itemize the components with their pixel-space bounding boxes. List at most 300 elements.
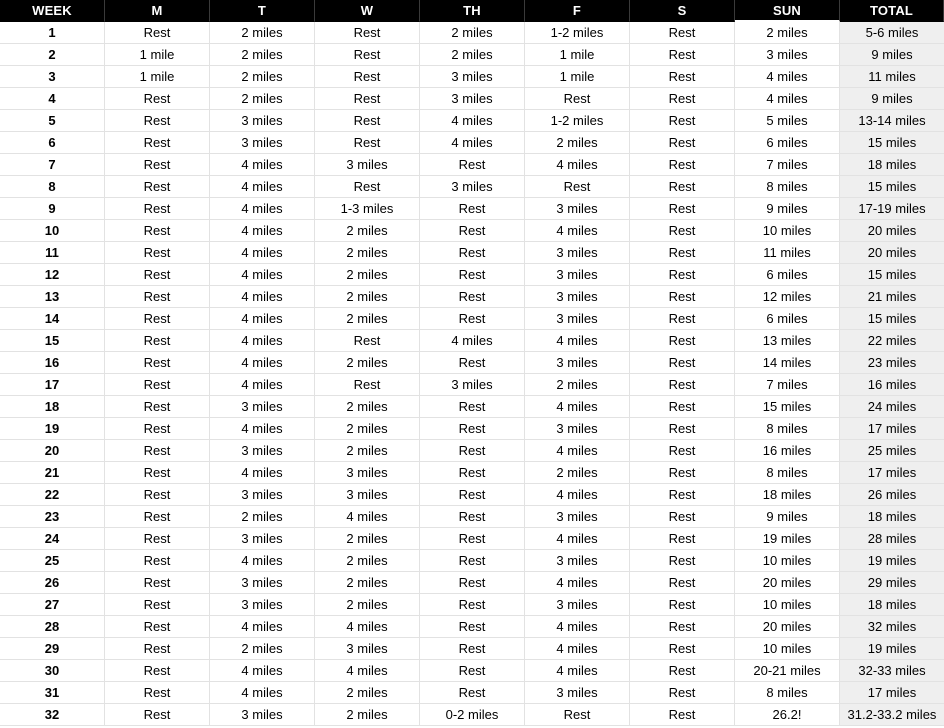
- cell-wednesday[interactable]: Rest: [315, 176, 420, 198]
- cell-tuesday[interactable]: 3 miles: [210, 594, 315, 616]
- cell-sunday[interactable]: 12 miles: [735, 286, 840, 308]
- cell-week[interactable]: 20: [0, 440, 105, 462]
- cell-week[interactable]: 10: [0, 220, 105, 242]
- cell-tuesday[interactable]: 4 miles: [210, 682, 315, 704]
- cell-monday[interactable]: Rest: [105, 550, 210, 572]
- cell-sunday[interactable]: 4 miles: [735, 88, 840, 110]
- header-monday[interactable]: M: [105, 0, 210, 22]
- cell-wednesday[interactable]: 3 miles: [315, 462, 420, 484]
- cell-friday[interactable]: 4 miles: [525, 154, 630, 176]
- cell-saturday[interactable]: Rest: [630, 110, 735, 132]
- cell-week[interactable]: 13: [0, 286, 105, 308]
- cell-wednesday[interactable]: 3 miles: [315, 154, 420, 176]
- cell-thursday[interactable]: Rest: [420, 550, 525, 572]
- cell-monday[interactable]: Rest: [105, 352, 210, 374]
- cell-tuesday[interactable]: 2 miles: [210, 506, 315, 528]
- cell-week[interactable]: 19: [0, 418, 105, 440]
- cell-total[interactable]: 16 miles: [840, 374, 944, 396]
- cell-monday[interactable]: Rest: [105, 440, 210, 462]
- cell-week[interactable]: 4: [0, 88, 105, 110]
- cell-week[interactable]: 31: [0, 682, 105, 704]
- cell-week[interactable]: 27: [0, 594, 105, 616]
- cell-tuesday[interactable]: 2 miles: [210, 22, 315, 44]
- cell-thursday[interactable]: 2 miles: [420, 44, 525, 66]
- cell-thursday[interactable]: Rest: [420, 418, 525, 440]
- cell-wednesday[interactable]: 2 miles: [315, 286, 420, 308]
- cell-week[interactable]: 17: [0, 374, 105, 396]
- cell-friday[interactable]: 1-2 miles: [525, 110, 630, 132]
- cell-wednesday[interactable]: 2 miles: [315, 440, 420, 462]
- cell-monday[interactable]: Rest: [105, 528, 210, 550]
- cell-monday[interactable]: 1 mile: [105, 66, 210, 88]
- cell-friday[interactable]: 3 miles: [525, 286, 630, 308]
- cell-sunday[interactable]: 6 miles: [735, 132, 840, 154]
- cell-monday[interactable]: Rest: [105, 308, 210, 330]
- cell-sunday[interactable]: 19 miles: [735, 528, 840, 550]
- cell-tuesday[interactable]: 4 miles: [210, 352, 315, 374]
- cell-monday[interactable]: Rest: [105, 286, 210, 308]
- cell-thursday[interactable]: Rest: [420, 308, 525, 330]
- cell-thursday[interactable]: 3 miles: [420, 176, 525, 198]
- cell-saturday[interactable]: Rest: [630, 154, 735, 176]
- cell-monday[interactable]: Rest: [105, 22, 210, 44]
- cell-monday[interactable]: Rest: [105, 682, 210, 704]
- table-row: [0, 506, 944, 528]
- cell-saturday[interactable]: Rest: [630, 286, 735, 308]
- cell-friday[interactable]: 4 miles: [525, 616, 630, 638]
- cell-saturday[interactable]: Rest: [630, 594, 735, 616]
- cell-week[interactable]: 2: [0, 44, 105, 66]
- cell-tuesday[interactable]: 4 miles: [210, 176, 315, 198]
- cell-friday[interactable]: 3 miles: [525, 594, 630, 616]
- cell-tuesday[interactable]: 4 miles: [210, 154, 315, 176]
- cell-sunday[interactable]: 4 miles: [735, 66, 840, 88]
- cell-tuesday[interactable]: 4 miles: [210, 616, 315, 638]
- cell-total[interactable]: 29 miles: [840, 572, 944, 594]
- cell-thursday[interactable]: Rest: [420, 594, 525, 616]
- cell-wednesday[interactable]: 2 miles: [315, 264, 420, 286]
- cell-sunday[interactable]: 8 miles: [735, 418, 840, 440]
- cell-saturday[interactable]: Rest: [630, 660, 735, 682]
- cell-monday[interactable]: Rest: [105, 660, 210, 682]
- cell-total[interactable]: 26 miles: [840, 484, 944, 506]
- cell-monday[interactable]: Rest: [105, 572, 210, 594]
- cell-wednesday[interactable]: Rest: [315, 44, 420, 66]
- cell-tuesday[interactable]: 4 miles: [210, 660, 315, 682]
- cell-total[interactable]: 15 miles: [840, 264, 944, 286]
- cell-wednesday[interactable]: 2 miles: [315, 396, 420, 418]
- cell-total[interactable]: 28 miles: [840, 528, 944, 550]
- cell-friday[interactable]: 3 miles: [525, 264, 630, 286]
- cell-saturday[interactable]: Rest: [630, 506, 735, 528]
- cell-total[interactable]: 32-33 miles: [840, 660, 944, 682]
- cell-saturday[interactable]: Rest: [630, 132, 735, 154]
- cell-week[interactable]: 8: [0, 176, 105, 198]
- cell-friday[interactable]: 3 miles: [525, 418, 630, 440]
- cell-thursday[interactable]: Rest: [420, 396, 525, 418]
- cell-sunday[interactable]: 8 miles: [735, 176, 840, 198]
- cell-monday[interactable]: Rest: [105, 198, 210, 220]
- cell-wednesday[interactable]: 1-3 miles: [315, 198, 420, 220]
- cell-total[interactable]: 18 miles: [840, 594, 944, 616]
- cell-week[interactable]: 26: [0, 572, 105, 594]
- cell-thursday[interactable]: 2 miles: [420, 22, 525, 44]
- cell-thursday[interactable]: 4 miles: [420, 330, 525, 352]
- cell-wednesday[interactable]: Rest: [315, 374, 420, 396]
- cell-friday[interactable]: 3 miles: [525, 506, 630, 528]
- cell-saturday[interactable]: Rest: [630, 396, 735, 418]
- cell-monday[interactable]: Rest: [105, 110, 210, 132]
- cell-saturday[interactable]: Rest: [630, 484, 735, 506]
- cell-wednesday[interactable]: 2 miles: [315, 682, 420, 704]
- cell-week[interactable]: 15: [0, 330, 105, 352]
- header-saturday[interactable]: S: [630, 0, 735, 22]
- cell-friday[interactable]: 3 miles: [525, 308, 630, 330]
- cell-saturday[interactable]: Rest: [630, 242, 735, 264]
- cell-thursday[interactable]: Rest: [420, 220, 525, 242]
- cell-thursday[interactable]: 0-2 miles: [420, 704, 525, 726]
- cell-thursday[interactable]: 3 miles: [420, 374, 525, 396]
- cell-thursday[interactable]: Rest: [420, 242, 525, 264]
- cell-sunday[interactable]: 13 miles: [735, 330, 840, 352]
- cell-total[interactable]: 5-6 miles: [840, 22, 944, 44]
- cell-friday[interactable]: 4 miles: [525, 440, 630, 462]
- cell-sunday[interactable]: 20-21 miles: [735, 660, 840, 682]
- cell-week[interactable]: 30: [0, 660, 105, 682]
- cell-week[interactable]: 3: [0, 66, 105, 88]
- cell-monday[interactable]: Rest: [105, 264, 210, 286]
- cell-monday[interactable]: 1 mile: [105, 44, 210, 66]
- cell-total[interactable]: 9 miles: [840, 88, 944, 110]
- header-total[interactable]: TOTAL: [840, 0, 944, 22]
- cell-total[interactable]: 18 miles: [840, 506, 944, 528]
- cell-week[interactable]: 1: [0, 22, 105, 44]
- cell-saturday[interactable]: Rest: [630, 418, 735, 440]
- header-week[interactable]: WEEK: [0, 0, 105, 22]
- cell-thursday[interactable]: Rest: [420, 528, 525, 550]
- cell-friday[interactable]: 4 miles: [525, 396, 630, 418]
- cell-thursday[interactable]: Rest: [420, 616, 525, 638]
- cell-week[interactable]: 7: [0, 154, 105, 176]
- cell-tuesday[interactable]: 3 miles: [210, 704, 315, 726]
- cell-sunday[interactable]: 8 miles: [735, 682, 840, 704]
- cell-thursday[interactable]: 4 miles: [420, 132, 525, 154]
- cell-wednesday[interactable]: 4 miles: [315, 660, 420, 682]
- cell-monday[interactable]: Rest: [105, 704, 210, 726]
- cell-total[interactable]: 18 miles: [840, 154, 944, 176]
- cell-total[interactable]: 19 miles: [840, 638, 944, 660]
- cell-thursday[interactable]: 3 miles: [420, 88, 525, 110]
- cell-sunday[interactable]: 5 miles: [735, 110, 840, 132]
- cell-friday[interactable]: 3 miles: [525, 242, 630, 264]
- table-row: [0, 110, 944, 132]
- cell-saturday[interactable]: Rest: [630, 528, 735, 550]
- cell-tuesday[interactable]: 2 miles: [210, 44, 315, 66]
- cell-thursday[interactable]: Rest: [420, 286, 525, 308]
- cell-thursday[interactable]: 3 miles: [420, 66, 525, 88]
- cell-tuesday[interactable]: 4 miles: [210, 220, 315, 242]
- cell-week[interactable]: 11: [0, 242, 105, 264]
- cell-tuesday[interactable]: 4 miles: [210, 550, 315, 572]
- cell-monday[interactable]: Rest: [105, 616, 210, 638]
- cell-sunday[interactable]: 16 miles: [735, 440, 840, 462]
- cell-sunday[interactable]: 10 miles: [735, 638, 840, 660]
- cell-week[interactable]: 24: [0, 528, 105, 550]
- cell-total[interactable]: 17 miles: [840, 418, 944, 440]
- cell-wednesday[interactable]: 2 miles: [315, 220, 420, 242]
- cell-saturday[interactable]: Rest: [630, 330, 735, 352]
- cell-monday[interactable]: Rest: [105, 132, 210, 154]
- cell-saturday[interactable]: Rest: [630, 308, 735, 330]
- cell-friday[interactable]: 2 miles: [525, 374, 630, 396]
- cell-saturday[interactable]: Rest: [630, 264, 735, 286]
- cell-friday[interactable]: Rest: [525, 88, 630, 110]
- cell-total[interactable]: 13-14 miles: [840, 110, 944, 132]
- cell-saturday[interactable]: Rest: [630, 220, 735, 242]
- cell-sunday[interactable]: 10 miles: [735, 550, 840, 572]
- cell-thursday[interactable]: Rest: [420, 352, 525, 374]
- cell-week[interactable]: 18: [0, 396, 105, 418]
- cell-friday[interactable]: 2 miles: [525, 462, 630, 484]
- cell-monday[interactable]: Rest: [105, 506, 210, 528]
- cell-friday[interactable]: 4 miles: [525, 528, 630, 550]
- cell-sunday[interactable]: 10 miles: [735, 594, 840, 616]
- cell-friday[interactable]: Rest: [525, 176, 630, 198]
- cell-friday[interactable]: 3 miles: [525, 352, 630, 374]
- cell-saturday[interactable]: Rest: [630, 704, 735, 726]
- cell-friday[interactable]: 4 miles: [525, 330, 630, 352]
- cell-sunday[interactable]: 15 miles: [735, 396, 840, 418]
- cell-total[interactable]: 19 miles: [840, 550, 944, 572]
- cell-wednesday[interactable]: Rest: [315, 110, 420, 132]
- cell-saturday[interactable]: Rest: [630, 682, 735, 704]
- cell-thursday[interactable]: Rest: [420, 484, 525, 506]
- cell-wednesday[interactable]: 2 miles: [315, 418, 420, 440]
- cell-total[interactable]: 23 miles: [840, 352, 944, 374]
- cell-friday[interactable]: Rest: [525, 704, 630, 726]
- cell-monday[interactable]: Rest: [105, 374, 210, 396]
- table-row: [0, 418, 944, 440]
- cell-saturday[interactable]: Rest: [630, 22, 735, 44]
- cell-friday[interactable]: 1-2 miles: [525, 22, 630, 44]
- cell-wednesday[interactable]: 2 miles: [315, 308, 420, 330]
- cell-saturday[interactable]: Rest: [630, 638, 735, 660]
- cell-friday[interactable]: 2 miles: [525, 132, 630, 154]
- cell-tuesday[interactable]: 4 miles: [210, 264, 315, 286]
- cell-thursday[interactable]: Rest: [420, 572, 525, 594]
- cell-sunday[interactable]: 8 miles: [735, 462, 840, 484]
- cell-sunday[interactable]: 6 miles: [735, 264, 840, 286]
- cell-sunday[interactable]: 20 miles: [735, 616, 840, 638]
- cell-week[interactable]: 28: [0, 616, 105, 638]
- cell-sunday[interactable]: 20 miles: [735, 572, 840, 594]
- cell-total[interactable]: 15 miles: [840, 176, 944, 198]
- cell-tuesday[interactable]: 3 miles: [210, 132, 315, 154]
- cell-saturday[interactable]: Rest: [630, 616, 735, 638]
- cell-friday[interactable]: 3 miles: [525, 198, 630, 220]
- cell-tuesday[interactable]: 4 miles: [210, 374, 315, 396]
- cell-total[interactable]: 22 miles: [840, 330, 944, 352]
- cell-saturday[interactable]: Rest: [630, 44, 735, 66]
- header-friday[interactable]: F: [525, 0, 630, 22]
- cell-wednesday[interactable]: 2 miles: [315, 572, 420, 594]
- cell-thursday[interactable]: Rest: [420, 506, 525, 528]
- cell-friday[interactable]: 3 miles: [525, 550, 630, 572]
- cell-week[interactable]: 16: [0, 352, 105, 374]
- cell-sunday[interactable]: 7 miles: [735, 374, 840, 396]
- cell-sunday[interactable]: 7 miles: [735, 154, 840, 176]
- cell-total[interactable]: 17-19 miles: [840, 198, 944, 220]
- cell-total[interactable]: 9 miles: [840, 44, 944, 66]
- cell-saturday[interactable]: Rest: [630, 374, 735, 396]
- cell-total[interactable]: 21 miles: [840, 286, 944, 308]
- cell-tuesday[interactable]: 3 miles: [210, 572, 315, 594]
- cell-wednesday[interactable]: 2 miles: [315, 352, 420, 374]
- cell-monday[interactable]: Rest: [105, 638, 210, 660]
- cell-thursday[interactable]: Rest: [420, 264, 525, 286]
- cell-tuesday[interactable]: 3 miles: [210, 110, 315, 132]
- cell-total[interactable]: 31.2-33.2 miles: [840, 704, 944, 726]
- cell-sunday[interactable]: 9 miles: [735, 506, 840, 528]
- cell-wednesday[interactable]: 2 miles: [315, 242, 420, 264]
- cell-week[interactable]: 22: [0, 484, 105, 506]
- cell-total[interactable]: 20 miles: [840, 242, 944, 264]
- cell-saturday[interactable]: Rest: [630, 462, 735, 484]
- cell-total[interactable]: 32 miles: [840, 616, 944, 638]
- cell-friday[interactable]: 1 mile: [525, 66, 630, 88]
- cell-monday[interactable]: Rest: [105, 242, 210, 264]
- cell-monday[interactable]: Rest: [105, 154, 210, 176]
- cell-sunday[interactable]: 2 miles: [735, 22, 840, 44]
- cell-wednesday[interactable]: 4 miles: [315, 616, 420, 638]
- header-sunday[interactable]: SUN: [735, 0, 840, 22]
- cell-thursday[interactable]: Rest: [420, 462, 525, 484]
- cell-friday[interactable]: 4 miles: [525, 220, 630, 242]
- cell-monday[interactable]: Rest: [105, 176, 210, 198]
- cell-tuesday[interactable]: 4 miles: [210, 308, 315, 330]
- cell-tuesday[interactable]: 4 miles: [210, 286, 315, 308]
- cell-saturday[interactable]: Rest: [630, 440, 735, 462]
- cell-sunday[interactable]: 3 miles: [735, 44, 840, 66]
- cell-friday[interactable]: 4 miles: [525, 638, 630, 660]
- cell-saturday[interactable]: Rest: [630, 352, 735, 374]
- header-tuesday[interactable]: T: [210, 0, 315, 22]
- cell-total[interactable]: 17 miles: [840, 682, 944, 704]
- cell-saturday[interactable]: Rest: [630, 550, 735, 572]
- cell-friday[interactable]: 3 miles: [525, 682, 630, 704]
- cell-total[interactable]: 11 miles: [840, 66, 944, 88]
- cell-total[interactable]: 15 miles: [840, 132, 944, 154]
- cell-friday[interactable]: 4 miles: [525, 572, 630, 594]
- cell-tuesday[interactable]: 4 miles: [210, 418, 315, 440]
- cell-week[interactable]: 23: [0, 506, 105, 528]
- cell-tuesday[interactable]: 3 miles: [210, 528, 315, 550]
- cell-wednesday[interactable]: 2 miles: [315, 528, 420, 550]
- cell-monday[interactable]: Rest: [105, 88, 210, 110]
- cell-week[interactable]: 14: [0, 308, 105, 330]
- cell-wednesday[interactable]: 4 miles: [315, 506, 420, 528]
- cell-wednesday[interactable]: Rest: [315, 22, 420, 44]
- cell-tuesday[interactable]: 4 miles: [210, 242, 315, 264]
- cell-wednesday[interactable]: 2 miles: [315, 550, 420, 572]
- cell-wednesday[interactable]: 2 miles: [315, 594, 420, 616]
- cell-saturday[interactable]: Rest: [630, 198, 735, 220]
- cell-saturday[interactable]: Rest: [630, 66, 735, 88]
- cell-tuesday[interactable]: 2 miles: [210, 638, 315, 660]
- cell-week[interactable]: 12: [0, 264, 105, 286]
- cell-friday[interactable]: 1 mile: [525, 44, 630, 66]
- cell-thursday[interactable]: Rest: [420, 682, 525, 704]
- cell-tuesday[interactable]: 4 miles: [210, 330, 315, 352]
- cell-saturday[interactable]: Rest: [630, 88, 735, 110]
- cell-wednesday[interactable]: Rest: [315, 132, 420, 154]
- cell-tuesday[interactable]: 3 miles: [210, 396, 315, 418]
- cell-friday[interactable]: 4 miles: [525, 660, 630, 682]
- cell-total[interactable]: 15 miles: [840, 308, 944, 330]
- cell-monday[interactable]: Rest: [105, 418, 210, 440]
- cell-monday[interactable]: Rest: [105, 396, 210, 418]
- cell-thursday[interactable]: Rest: [420, 154, 525, 176]
- cell-monday[interactable]: Rest: [105, 462, 210, 484]
- cell-total[interactable]: 24 miles: [840, 396, 944, 418]
- cell-sunday[interactable]: 11 miles: [735, 242, 840, 264]
- cell-sunday[interactable]: 18 miles: [735, 484, 840, 506]
- cell-sunday[interactable]: 6 miles: [735, 308, 840, 330]
- cell-monday[interactable]: Rest: [105, 330, 210, 352]
- cell-thursday[interactable]: Rest: [420, 198, 525, 220]
- cell-thursday[interactable]: Rest: [420, 660, 525, 682]
- cell-wednesday[interactable]: 3 miles: [315, 484, 420, 506]
- cell-week[interactable]: 25: [0, 550, 105, 572]
- cell-week[interactable]: 5: [0, 110, 105, 132]
- cell-tuesday[interactable]: 3 miles: [210, 484, 315, 506]
- cell-week[interactable]: 32: [0, 704, 105, 726]
- cell-sunday[interactable]: 14 miles: [735, 352, 840, 374]
- cell-monday[interactable]: Rest: [105, 484, 210, 506]
- cell-monday[interactable]: Rest: [105, 220, 210, 242]
- header-thursday[interactable]: TH: [420, 0, 525, 22]
- cell-saturday[interactable]: Rest: [630, 176, 735, 198]
- cell-thursday[interactable]: Rest: [420, 440, 525, 462]
- cell-wednesday[interactable]: Rest: [315, 330, 420, 352]
- cell-wednesday[interactable]: Rest: [315, 66, 420, 88]
- cell-week[interactable]: 29: [0, 638, 105, 660]
- cell-saturday[interactable]: Rest: [630, 572, 735, 594]
- cell-wednesday[interactable]: Rest: [315, 88, 420, 110]
- cell-week[interactable]: 21: [0, 462, 105, 484]
- cell-friday[interactable]: 4 miles: [525, 484, 630, 506]
- cell-total[interactable]: 25 miles: [840, 440, 944, 462]
- cell-sunday[interactable]: 10 miles: [735, 220, 840, 242]
- cell-thursday[interactable]: Rest: [420, 638, 525, 660]
- cell-tuesday[interactable]: 4 miles: [210, 198, 315, 220]
- cell-total[interactable]: 17 miles: [840, 462, 944, 484]
- cell-week[interactable]: 9: [0, 198, 105, 220]
- cell-tuesday[interactable]: 4 miles: [210, 462, 315, 484]
- cell-week[interactable]: 6: [0, 132, 105, 154]
- cell-monday[interactable]: Rest: [105, 594, 210, 616]
- cell-tuesday[interactable]: 2 miles: [210, 88, 315, 110]
- header-wednesday[interactable]: W: [315, 0, 420, 22]
- cell-total[interactable]: 20 miles: [840, 220, 944, 242]
- cell-sunday[interactable]: 26.2!: [735, 704, 840, 726]
- cell-tuesday[interactable]: 3 miles: [210, 440, 315, 462]
- cell-thursday[interactable]: 4 miles: [420, 110, 525, 132]
- cell-tuesday[interactable]: 2 miles: [210, 66, 315, 88]
- cell-sunday[interactable]: 9 miles: [735, 198, 840, 220]
- cell-wednesday[interactable]: 2 miles: [315, 704, 420, 726]
- cell-wednesday[interactable]: 3 miles: [315, 638, 420, 660]
